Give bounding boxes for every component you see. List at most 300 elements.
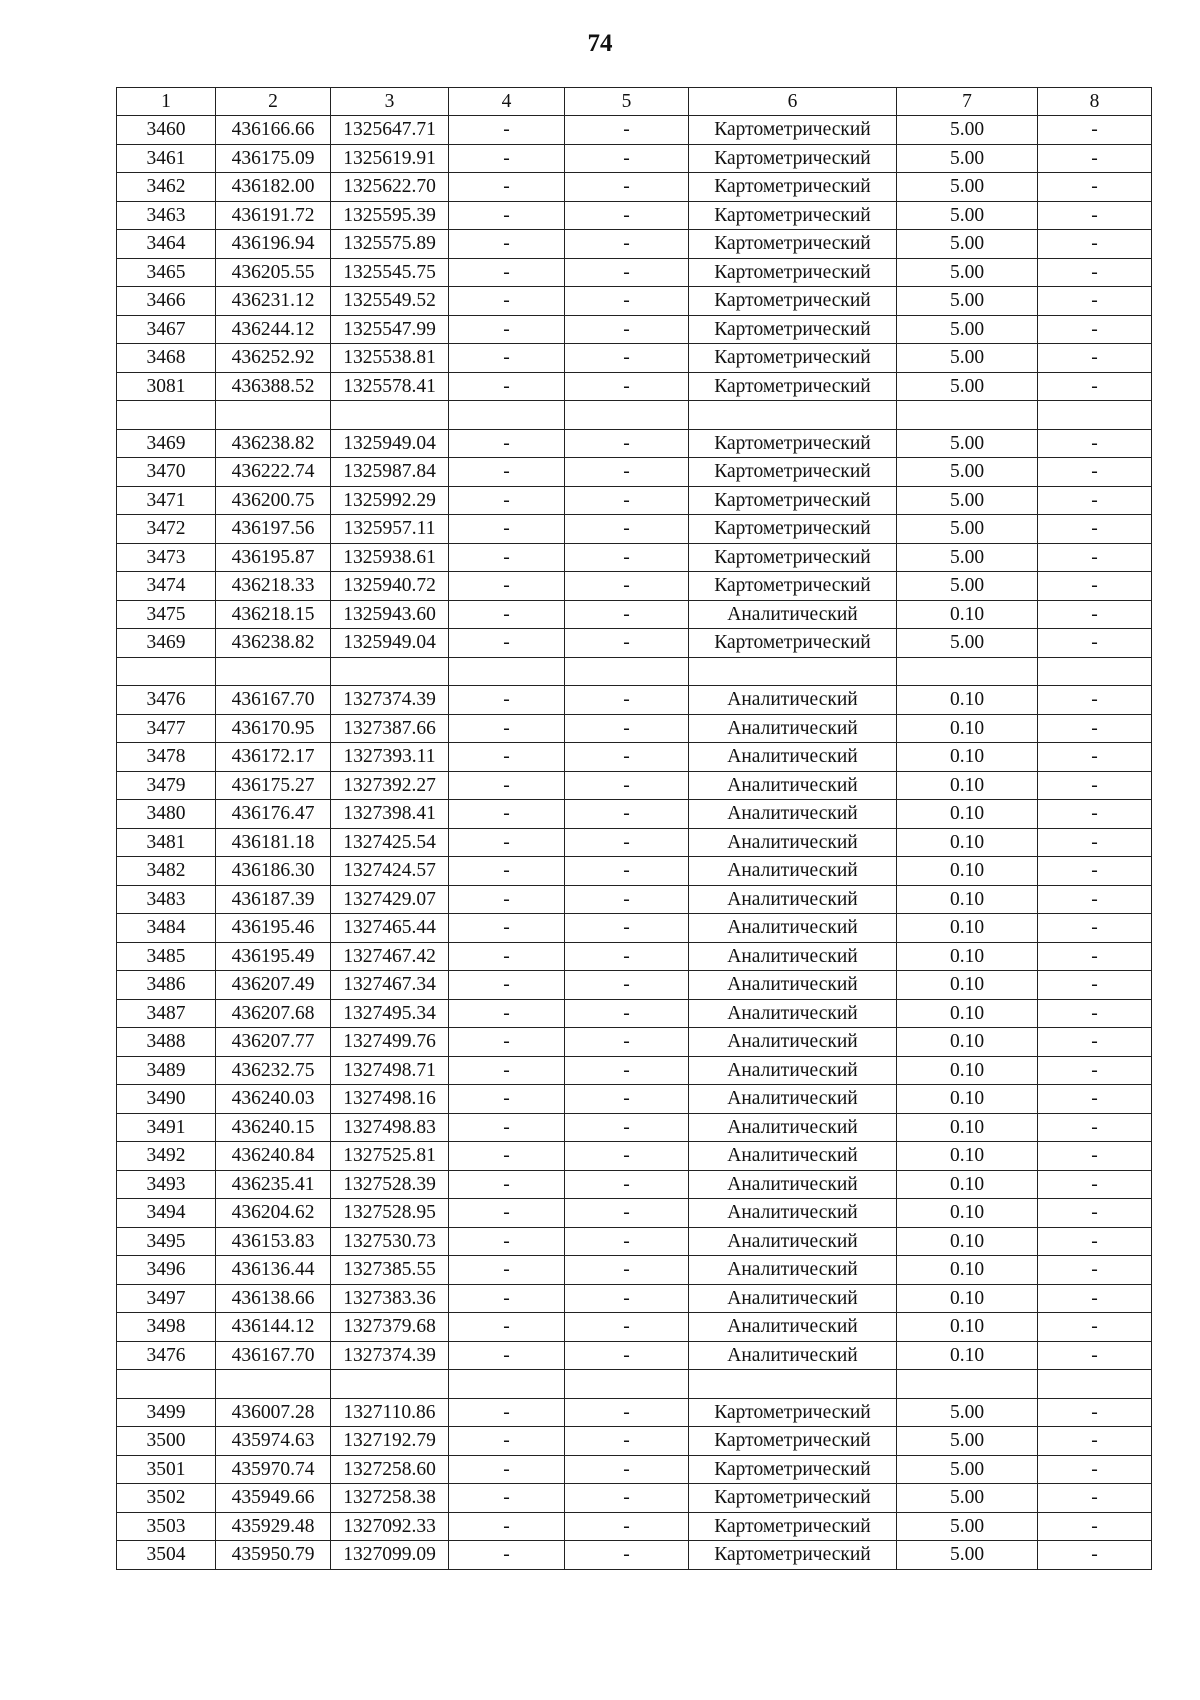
column-4-cell: -: [449, 1455, 565, 1484]
x-coordinate-cell: 436240.84: [216, 1142, 331, 1171]
point-number-cell: 3480: [117, 800, 216, 829]
accuracy-cell: [897, 657, 1038, 686]
point-number-cell: 3486: [117, 971, 216, 1000]
column-8-cell: -: [1038, 743, 1152, 772]
accuracy-cell: 0.10: [897, 1056, 1038, 1085]
table-row: [117, 743, 1152, 772]
accuracy-cell: 5.00: [897, 287, 1038, 316]
table-row: [117, 486, 1152, 515]
column-8-cell: -: [1038, 1227, 1152, 1256]
method-cell: Картометрический: [689, 515, 897, 544]
table-row: [117, 914, 1152, 943]
accuracy-cell: 5.00: [897, 572, 1038, 601]
column-5-cell: -: [565, 116, 689, 145]
x-coordinate-cell: 436252.92: [216, 344, 331, 373]
column-5-cell: [565, 657, 689, 686]
point-number-cell: 3501: [117, 1455, 216, 1484]
column-5-cell: -: [565, 315, 689, 344]
table-row: [117, 828, 1152, 857]
accuracy-cell: 0.10: [897, 1341, 1038, 1370]
x-coordinate-cell: 436197.56: [216, 515, 331, 544]
accuracy-cell: 5.00: [897, 458, 1038, 487]
column-header-4: 4: [449, 88, 565, 116]
point-number-cell: 3482: [117, 857, 216, 886]
accuracy-cell: 5.00: [897, 116, 1038, 145]
x-coordinate-cell: 436238.82: [216, 629, 331, 658]
method-cell: Аналитический: [689, 942, 897, 971]
column-5-cell: -: [565, 258, 689, 287]
column-8-cell: -: [1038, 458, 1152, 487]
y-coordinate-cell: 1325943.60: [331, 600, 449, 629]
y-coordinate-cell: [331, 1370, 449, 1399]
table-row: [117, 999, 1152, 1028]
y-coordinate-cell: [331, 657, 449, 686]
column-8-cell: -: [1038, 885, 1152, 914]
y-coordinate-cell: 1327383.36: [331, 1284, 449, 1313]
column-4-cell: -: [449, 1284, 565, 1313]
x-coordinate-cell: 436207.68: [216, 999, 331, 1028]
y-coordinate-cell: 1325992.29: [331, 486, 449, 515]
point-number-cell: 3504: [117, 1541, 216, 1570]
y-coordinate-cell: 1327387.66: [331, 714, 449, 743]
table-row: [117, 144, 1152, 173]
y-coordinate-cell: 1327374.39: [331, 1341, 449, 1370]
y-coordinate-cell: 1325545.75: [331, 258, 449, 287]
x-coordinate-cell: 436204.62: [216, 1199, 331, 1228]
y-coordinate-cell: 1327424.57: [331, 857, 449, 886]
table-row: [117, 800, 1152, 829]
point-number-cell: 3483: [117, 885, 216, 914]
x-coordinate-cell: 436170.95: [216, 714, 331, 743]
x-coordinate-cell: 436218.15: [216, 600, 331, 629]
x-coordinate-cell: 436167.70: [216, 686, 331, 715]
y-coordinate-cell: 1325538.81: [331, 344, 449, 373]
x-coordinate-cell: 436166.66: [216, 116, 331, 145]
column-5-cell: -: [565, 458, 689, 487]
y-coordinate-cell: 1327092.33: [331, 1512, 449, 1541]
table-row: [117, 173, 1152, 202]
column-8-cell: -: [1038, 315, 1152, 344]
accuracy-cell: 5.00: [897, 1427, 1038, 1456]
point-number-cell: 3497: [117, 1284, 216, 1313]
column-5-cell: -: [565, 800, 689, 829]
y-coordinate-cell: 1325957.11: [331, 515, 449, 544]
method-cell: Картометрический: [689, 486, 897, 515]
column-8-cell: -: [1038, 287, 1152, 316]
column-5-cell: -: [565, 1398, 689, 1427]
y-coordinate-cell: 1327495.34: [331, 999, 449, 1028]
y-coordinate-cell: 1327398.41: [331, 800, 449, 829]
table-row: [117, 1142, 1152, 1171]
accuracy-cell: 0.10: [897, 1284, 1038, 1313]
table-row: [117, 344, 1152, 373]
point-number-cell: 3461: [117, 144, 216, 173]
y-coordinate-cell: 1325987.84: [331, 458, 449, 487]
column-4-cell: -: [449, 1113, 565, 1142]
column-8-cell: -: [1038, 971, 1152, 1000]
column-4-cell: -: [449, 1199, 565, 1228]
column-4-cell: -: [449, 629, 565, 658]
point-number-cell: 3469: [117, 629, 216, 658]
method-cell: Картометрический: [689, 543, 897, 572]
point-number-cell: 3467: [117, 315, 216, 344]
point-number-cell: 3499: [117, 1398, 216, 1427]
column-4-cell: -: [449, 315, 565, 344]
column-5-cell: -: [565, 572, 689, 601]
column-5-cell: -: [565, 857, 689, 886]
column-4-cell: -: [449, 1313, 565, 1342]
column-8-cell: -: [1038, 1512, 1152, 1541]
column-5-cell: -: [565, 173, 689, 202]
table-row: [117, 1512, 1152, 1541]
method-cell: Аналитический: [689, 1170, 897, 1199]
x-coordinate-cell: 436232.75: [216, 1056, 331, 1085]
accuracy-cell: 5.00: [897, 429, 1038, 458]
column-5-cell: -: [565, 885, 689, 914]
x-coordinate-cell: 436388.52: [216, 372, 331, 401]
column-8-cell: -: [1038, 828, 1152, 857]
accuracy-cell: 0.10: [897, 800, 1038, 829]
table-row: [117, 657, 1152, 686]
point-number-cell: 3492: [117, 1142, 216, 1171]
table-row: [117, 1370, 1152, 1399]
accuracy-cell: 0.10: [897, 999, 1038, 1028]
x-coordinate-cell: 436207.77: [216, 1028, 331, 1057]
point-number-cell: 3491: [117, 1113, 216, 1142]
method-cell: Аналитический: [689, 600, 897, 629]
method-cell: Картометрический: [689, 1398, 897, 1427]
method-cell: Картометрический: [689, 629, 897, 658]
column-8-cell: -: [1038, 629, 1152, 658]
x-coordinate-cell: 436195.87: [216, 543, 331, 572]
table-row: [117, 116, 1152, 145]
column-4-cell: -: [449, 486, 565, 515]
column-header-1: 1: [117, 88, 216, 116]
y-coordinate-cell: 1327528.39: [331, 1170, 449, 1199]
table-row: [117, 258, 1152, 287]
point-number-cell: 3470: [117, 458, 216, 487]
method-cell: Аналитический: [689, 1227, 897, 1256]
column-5-cell: -: [565, 1142, 689, 1171]
y-coordinate-cell: 1327467.34: [331, 971, 449, 1000]
column-4-cell: -: [449, 515, 565, 544]
column-5-cell: -: [565, 1455, 689, 1484]
table-row: [117, 714, 1152, 743]
column-8-cell: -: [1038, 1056, 1152, 1085]
column-5-cell: -: [565, 344, 689, 373]
accuracy-cell: 0.10: [897, 885, 1038, 914]
column-8-cell: -: [1038, 600, 1152, 629]
column-5-cell: -: [565, 771, 689, 800]
point-number-cell: 3494: [117, 1199, 216, 1228]
column-4-cell: -: [449, 942, 565, 971]
method-cell: Картометрический: [689, 372, 897, 401]
y-coordinate-cell: 1327525.81: [331, 1142, 449, 1171]
column-5-cell: -: [565, 629, 689, 658]
x-coordinate-cell: 436205.55: [216, 258, 331, 287]
accuracy-cell: 5.00: [897, 372, 1038, 401]
x-coordinate-cell: 436167.70: [216, 1341, 331, 1370]
column-4-cell: -: [449, 1398, 565, 1427]
method-cell: Аналитический: [689, 828, 897, 857]
y-coordinate-cell: 1325619.91: [331, 144, 449, 173]
accuracy-cell: 0.10: [897, 1199, 1038, 1228]
column-4-cell: -: [449, 857, 565, 886]
method-cell: Аналитический: [689, 857, 897, 886]
x-coordinate-cell: 436007.28: [216, 1398, 331, 1427]
method-cell: Аналитический: [689, 999, 897, 1028]
accuracy-cell: 5.00: [897, 1398, 1038, 1427]
method-cell: Картометрический: [689, 458, 897, 487]
table-row: [117, 429, 1152, 458]
table-row: [117, 1056, 1152, 1085]
accuracy-cell: 0.10: [897, 1313, 1038, 1342]
method-cell: Аналитический: [689, 686, 897, 715]
x-coordinate-cell: 436235.41: [216, 1170, 331, 1199]
table-row: [117, 315, 1152, 344]
point-number-cell: 3465: [117, 258, 216, 287]
column-8-cell: -: [1038, 1398, 1152, 1427]
table-row: [117, 1113, 1152, 1142]
column-4-cell: -: [449, 372, 565, 401]
column-5-cell: -: [565, 429, 689, 458]
method-cell: Аналитический: [689, 1313, 897, 1342]
column-8-cell: -: [1038, 515, 1152, 544]
y-coordinate-cell: 1325595.39: [331, 201, 449, 230]
accuracy-cell: 0.10: [897, 1227, 1038, 1256]
column-8-cell: [1038, 401, 1152, 430]
y-coordinate-cell: 1325949.04: [331, 429, 449, 458]
method-cell: Картометрический: [689, 1455, 897, 1484]
y-coordinate-cell: 1327498.83: [331, 1113, 449, 1142]
column-4-cell: -: [449, 999, 565, 1028]
column-8-cell: -: [1038, 429, 1152, 458]
point-number-cell: 3464: [117, 230, 216, 259]
column-8-cell: -: [1038, 1341, 1152, 1370]
accuracy-cell: 5.00: [897, 230, 1038, 259]
x-coordinate-cell: [216, 1370, 331, 1399]
column-5-cell: -: [565, 942, 689, 971]
x-coordinate-cell: 436144.12: [216, 1313, 331, 1342]
column-header-3: 3: [331, 88, 449, 116]
column-4-cell: -: [449, 971, 565, 1000]
method-cell: [689, 401, 897, 430]
column-4-cell: -: [449, 173, 565, 202]
table-row: [117, 1427, 1152, 1456]
column-header-2: 2: [216, 88, 331, 116]
accuracy-cell: 0.10: [897, 857, 1038, 886]
point-number-cell: 3493: [117, 1170, 216, 1199]
x-coordinate-cell: [216, 657, 331, 686]
column-5-cell: -: [565, 1512, 689, 1541]
column-8-cell: -: [1038, 344, 1152, 373]
method-cell: Картометрический: [689, 429, 897, 458]
accuracy-cell: 0.10: [897, 914, 1038, 943]
y-coordinate-cell: 1325938.61: [331, 543, 449, 572]
point-number-cell: 3477: [117, 714, 216, 743]
method-cell: Картометрический: [689, 258, 897, 287]
point-number-cell: [117, 1370, 216, 1399]
point-number-cell: 3471: [117, 486, 216, 515]
point-number-cell: 3468: [117, 344, 216, 373]
y-coordinate-cell: 1327528.95: [331, 1199, 449, 1228]
point-number-cell: 3474: [117, 572, 216, 601]
column-8-cell: -: [1038, 1256, 1152, 1285]
table-row: [117, 401, 1152, 430]
column-5-cell: [565, 1370, 689, 1399]
column-8-cell: -: [1038, 1313, 1152, 1342]
accuracy-cell: 0.10: [897, 971, 1038, 1000]
column-5-cell: -: [565, 743, 689, 772]
column-5-cell: -: [565, 1113, 689, 1142]
column-8-cell: [1038, 657, 1152, 686]
point-number-cell: 3490: [117, 1085, 216, 1114]
table-row: [117, 1313, 1152, 1342]
column-5-cell: -: [565, 201, 689, 230]
table-row: [117, 1284, 1152, 1313]
column-8-cell: -: [1038, 1028, 1152, 1057]
accuracy-cell: [897, 401, 1038, 430]
column-8-cell: -: [1038, 1085, 1152, 1114]
table-header-row: [117, 88, 1152, 116]
column-4-cell: -: [449, 1341, 565, 1370]
x-coordinate-cell: 436244.12: [216, 315, 331, 344]
column-4-cell: -: [449, 572, 565, 601]
y-coordinate-cell: 1327499.76: [331, 1028, 449, 1057]
column-8-cell: -: [1038, 1113, 1152, 1142]
y-coordinate-cell: 1327099.09: [331, 1541, 449, 1570]
column-5-cell: [565, 401, 689, 430]
method-cell: Аналитический: [689, 971, 897, 1000]
column-5-cell: -: [565, 1199, 689, 1228]
x-coordinate-cell: 436182.00: [216, 173, 331, 202]
column-8-cell: -: [1038, 1427, 1152, 1456]
method-cell: Аналитический: [689, 1199, 897, 1228]
accuracy-cell: 5.00: [897, 1455, 1038, 1484]
x-coordinate-cell: 435974.63: [216, 1427, 331, 1456]
x-coordinate-cell: 436195.49: [216, 942, 331, 971]
column-4-cell: -: [449, 1142, 565, 1171]
column-4-cell: -: [449, 258, 565, 287]
point-number-cell: 3489: [117, 1056, 216, 1085]
column-5-cell: -: [565, 1227, 689, 1256]
x-coordinate-cell: 436207.49: [216, 971, 331, 1000]
method-cell: Аналитический: [689, 771, 897, 800]
column-8-cell: -: [1038, 1199, 1152, 1228]
column-5-cell: -: [565, 543, 689, 572]
column-header-6: 6: [689, 88, 897, 116]
table-row: [117, 857, 1152, 886]
column-5-cell: -: [565, 1085, 689, 1114]
column-8-cell: -: [1038, 942, 1152, 971]
method-cell: Аналитический: [689, 1085, 897, 1114]
x-coordinate-cell: 436176.47: [216, 800, 331, 829]
column-5-cell: -: [565, 230, 689, 259]
accuracy-cell: 5.00: [897, 258, 1038, 287]
column-8-cell: -: [1038, 258, 1152, 287]
y-coordinate-cell: 1325549.52: [331, 287, 449, 316]
table-row: [117, 942, 1152, 971]
table-row: [117, 372, 1152, 401]
y-coordinate-cell: 1325578.41: [331, 372, 449, 401]
point-number-cell: 3496: [117, 1256, 216, 1285]
x-coordinate-cell: [216, 401, 331, 430]
accuracy-cell: 5.00: [897, 315, 1038, 344]
column-4-cell: -: [449, 1170, 565, 1199]
table-row: [117, 1085, 1152, 1114]
column-4-cell: -: [449, 1512, 565, 1541]
column-4-cell: -: [449, 714, 565, 743]
column-4-cell: -: [449, 201, 565, 230]
accuracy-cell: 5.00: [897, 173, 1038, 202]
column-4-cell: -: [449, 1427, 565, 1456]
point-number-cell: 3498: [117, 1313, 216, 1342]
y-coordinate-cell: 1327498.16: [331, 1085, 449, 1114]
accuracy-cell: 5.00: [897, 1484, 1038, 1513]
table-row: [117, 1455, 1152, 1484]
column-4-cell: -: [449, 885, 565, 914]
column-5-cell: -: [565, 1341, 689, 1370]
table-row: [117, 1199, 1152, 1228]
y-coordinate-cell: 1327425.54: [331, 828, 449, 857]
x-coordinate-cell: 435950.79: [216, 1541, 331, 1570]
point-number-cell: 3469: [117, 429, 216, 458]
column-8-cell: -: [1038, 800, 1152, 829]
accuracy-cell: 5.00: [897, 201, 1038, 230]
accuracy-cell: [897, 1370, 1038, 1399]
y-coordinate-cell: 1327467.42: [331, 942, 449, 971]
table-row: [117, 686, 1152, 715]
column-5-cell: -: [565, 971, 689, 1000]
point-number-cell: 3500: [117, 1427, 216, 1456]
column-8-cell: -: [1038, 686, 1152, 715]
point-number-cell: 3460: [117, 116, 216, 145]
accuracy-cell: 5.00: [897, 486, 1038, 515]
table-row: [117, 543, 1152, 572]
table-row: [117, 629, 1152, 658]
accuracy-cell: 0.10: [897, 1256, 1038, 1285]
x-coordinate-cell: 436218.33: [216, 572, 331, 601]
point-number-cell: 3502: [117, 1484, 216, 1513]
y-coordinate-cell: 1327392.27: [331, 771, 449, 800]
table-row: [117, 1341, 1152, 1370]
accuracy-cell: 0.10: [897, 771, 1038, 800]
y-coordinate-cell: 1325647.71: [331, 116, 449, 145]
table-row: [117, 515, 1152, 544]
x-coordinate-cell: 436222.74: [216, 458, 331, 487]
column-4-cell: -: [449, 458, 565, 487]
column-4-cell: -: [449, 800, 565, 829]
point-number-cell: 3463: [117, 201, 216, 230]
accuracy-cell: 5.00: [897, 344, 1038, 373]
column-8-cell: -: [1038, 1455, 1152, 1484]
accuracy-cell: 0.10: [897, 714, 1038, 743]
column-4-cell: -: [449, 1028, 565, 1057]
y-coordinate-cell: 1327498.71: [331, 1056, 449, 1085]
x-coordinate-cell: 436196.94: [216, 230, 331, 259]
y-coordinate-cell: 1327429.07: [331, 885, 449, 914]
method-cell: Картометрический: [689, 144, 897, 173]
column-5-cell: -: [565, 1284, 689, 1313]
x-coordinate-cell: 435970.74: [216, 1455, 331, 1484]
method-cell: Картометрический: [689, 201, 897, 230]
column-5-cell: -: [565, 144, 689, 173]
column-8-cell: -: [1038, 999, 1152, 1028]
column-8-cell: -: [1038, 1142, 1152, 1171]
point-number-cell: 3488: [117, 1028, 216, 1057]
method-cell: Аналитический: [689, 1341, 897, 1370]
column-8-cell: -: [1038, 1484, 1152, 1513]
